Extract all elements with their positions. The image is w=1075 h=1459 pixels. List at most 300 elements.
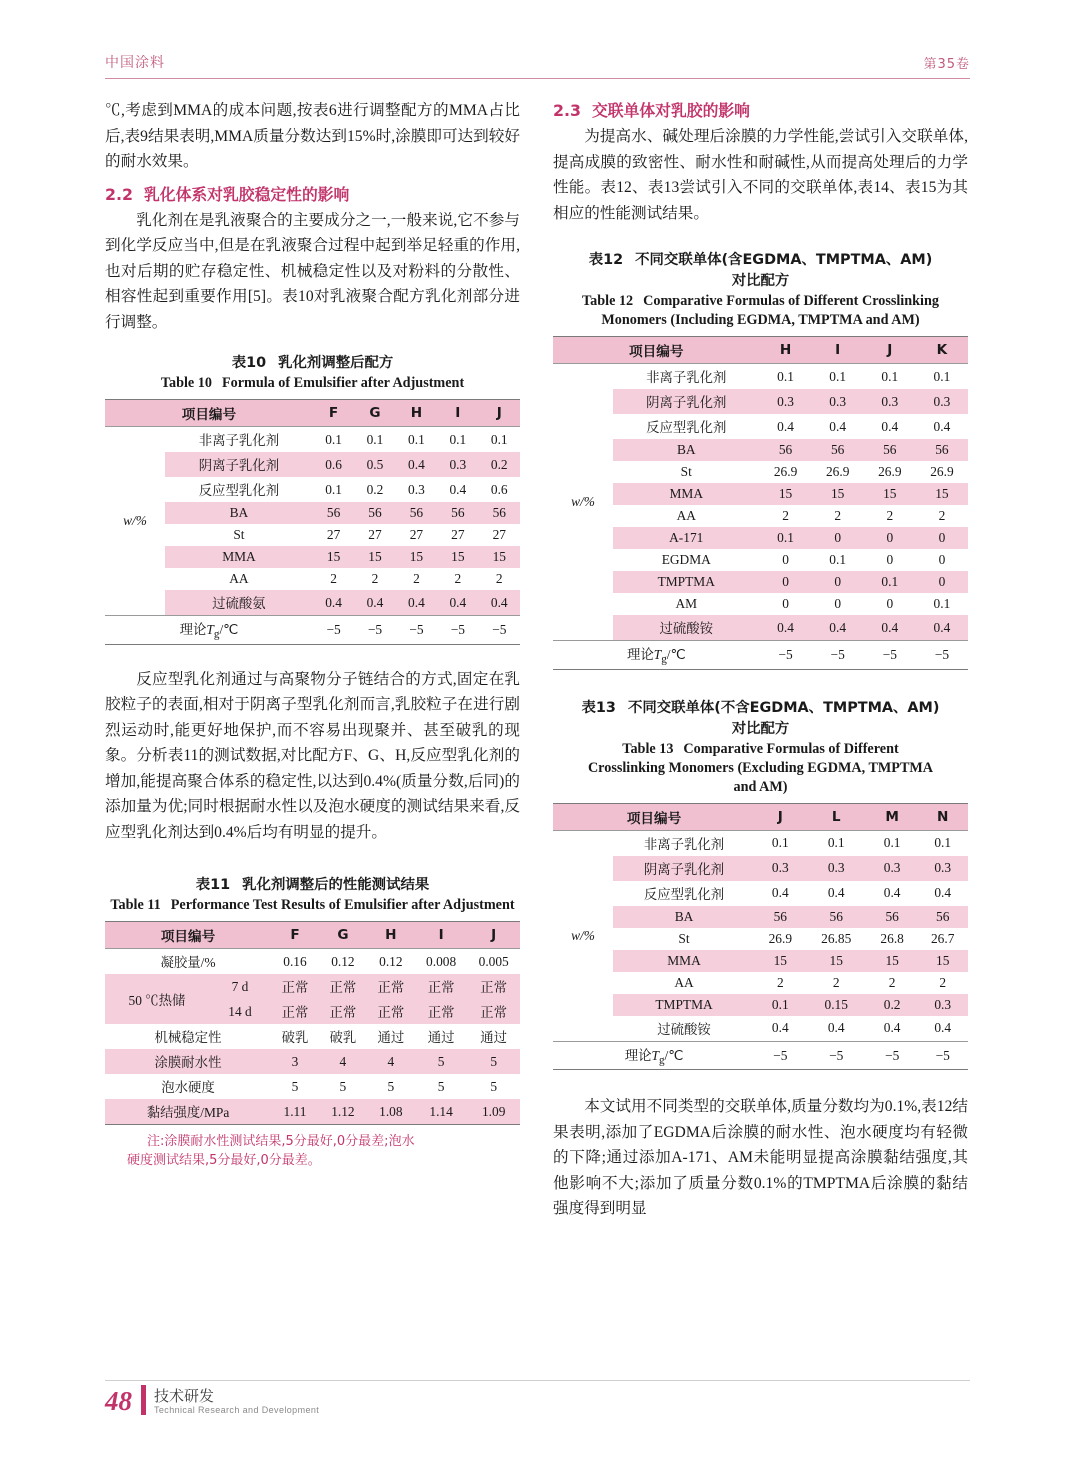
row-label: BA [165, 502, 313, 524]
row-label: 过硫酸氨 [165, 590, 313, 616]
row-label: 非离子乳化剂 [613, 364, 759, 390]
cell: 1.11 [271, 1099, 319, 1125]
table10-label-cn: 表10 [231, 355, 267, 371]
cell: 0 [759, 549, 811, 571]
row-sublabel: 7 d [209, 974, 271, 999]
cell: 0 [759, 593, 811, 615]
footer-bar [141, 1385, 146, 1415]
col-header-g: G [319, 922, 367, 949]
cell: −5 [755, 1041, 806, 1070]
section-number: 2.3 [553, 101, 581, 120]
cell: 0.4 [812, 414, 864, 439]
table-row [553, 950, 968, 972]
table-row [105, 1099, 520, 1125]
cell: 15 [806, 950, 867, 972]
col-header-n: N [917, 803, 968, 830]
cell: 0.3 [755, 856, 806, 881]
cell: 0 [916, 571, 968, 593]
col-header-h: H [759, 337, 811, 364]
row-label: 阴离子乳化剂 [165, 452, 313, 477]
cell: 0.2 [867, 994, 918, 1016]
left-column [105, 98, 520, 1170]
cell: 1.12 [319, 1099, 367, 1125]
footer-section-cn: 技术研发 [154, 1387, 215, 1405]
table-row [553, 830, 968, 856]
row-label: TMPTMA [613, 571, 759, 593]
table-row [105, 568, 520, 590]
table-row [553, 549, 968, 571]
cell: 0.4 [806, 881, 867, 906]
table-row [553, 439, 968, 461]
cell: 56 [759, 439, 811, 461]
cell: −5 [916, 641, 968, 670]
cell: 正常 [271, 974, 319, 999]
row-label: MMA [613, 950, 755, 972]
cell: 2 [864, 505, 916, 527]
cell: 0.1 [916, 364, 968, 390]
section-heading-2-2 [105, 182, 520, 205]
page-footer [105, 1385, 319, 1415]
cell: 56 [812, 439, 864, 461]
cell: 0.4 [354, 590, 395, 616]
row-label: AA [613, 972, 755, 994]
table-row [105, 452, 520, 477]
table-row [105, 949, 520, 975]
cell: 2 [867, 972, 918, 994]
cell: 5 [415, 1049, 468, 1074]
cell: 26.9 [755, 928, 806, 950]
unit-cell: w/% [553, 830, 613, 1041]
cell: 5 [467, 1049, 520, 1074]
cell: 26.8 [867, 928, 918, 950]
row-label: 非离子乳化剂 [613, 830, 755, 856]
cell: 27 [396, 524, 437, 546]
table-row [553, 527, 968, 549]
row-label: 机械稳定性 [105, 1024, 271, 1049]
table-row [105, 1024, 520, 1049]
row-label: 反应型乳化剂 [613, 881, 755, 906]
table-row [553, 641, 968, 670]
table-row [553, 856, 968, 881]
table-row [105, 590, 520, 616]
table10-title-cn: 乳化剂调整后配方 [278, 355, 394, 371]
col-header-h: H [367, 922, 415, 949]
cell: 0.2 [479, 452, 520, 477]
cell: 0.3 [864, 389, 916, 414]
cell: 1.09 [467, 1099, 520, 1125]
cell: 0.16 [271, 949, 319, 975]
right-column [553, 98, 968, 1222]
row-label: 黏结强度/MPa [105, 1099, 271, 1125]
row-label: A-171 [613, 527, 759, 549]
cell: 0.3 [806, 856, 867, 881]
cell: 2 [479, 568, 520, 590]
cell: 0 [916, 527, 968, 549]
table12-caption-en [553, 292, 968, 330]
row-label: BA [613, 906, 755, 928]
cell: 2 [354, 568, 395, 590]
cell: 0.4 [867, 881, 918, 906]
table-row [553, 571, 968, 593]
table-row [553, 994, 968, 1016]
header-rule [105, 78, 970, 79]
left-para-1: ℃,考虑到MMA的成本问题,按表6进行调整配方的MMA占比后,表9结果表明,MMA质量分数达到15%时,涂膜即可达到较好的耐水效果。 [105, 102, 520, 170]
cell: 0.1 [759, 527, 811, 549]
col-header-h: H [396, 400, 437, 427]
cell: 0.4 [867, 1016, 918, 1042]
table-row [553, 1016, 968, 1042]
cell: 0.4 [396, 590, 437, 616]
table-row [553, 803, 968, 830]
table-row [105, 974, 520, 999]
row-label: MMA [165, 546, 313, 568]
cell: 0.1 [812, 364, 864, 390]
cell: 2 [759, 505, 811, 527]
table11-label-cn: 表11 [195, 877, 231, 894]
table12-caption-cn [553, 248, 968, 290]
table11-title-en: Performance Test Results of Emulsifier after Adjustment [170, 897, 515, 914]
cell: 通过 [467, 1024, 520, 1049]
section-number: 2.2 [105, 184, 133, 204]
table13-label-en: Table 13 [622, 740, 674, 757]
cell: 0.3 [437, 452, 478, 477]
table-row [553, 461, 968, 483]
cell: 0.008 [415, 949, 468, 975]
row-label: AA [165, 568, 313, 590]
footer-section-en: Technical Research and Development [154, 1405, 320, 1415]
cell: 0.1 [755, 830, 806, 856]
row-label: 反应型乳化剂 [613, 414, 759, 439]
col-header-item: 项目编号 [553, 337, 759, 364]
row-label: 阴离子乳化剂 [613, 856, 755, 881]
cell: −5 [917, 1041, 968, 1070]
cell: 0.4 [755, 1016, 806, 1042]
cell: 0.1 [864, 364, 916, 390]
cell: 2 [806, 972, 867, 994]
cell: 0.1 [916, 593, 968, 615]
cell: 15 [867, 950, 918, 972]
cell: 2 [313, 568, 354, 590]
cell: 0.1 [864, 571, 916, 593]
cell: 0.5 [354, 452, 395, 477]
cell: 15 [396, 546, 437, 568]
table-row [553, 928, 968, 950]
table-row [553, 1041, 968, 1070]
cell: 0.4 [479, 590, 520, 616]
col-header-item: 项目编号 [105, 400, 313, 427]
cell: 正常 [415, 999, 468, 1024]
table12-title-en-2: Monomers (Including EGDMA, TMPTMA and AM) [601, 312, 920, 328]
cell: 0 [864, 549, 916, 571]
cell: 正常 [271, 999, 319, 1024]
table-row [105, 477, 520, 502]
cell: 2 [437, 568, 478, 590]
page-header [105, 52, 970, 72]
cell: 2 [396, 568, 437, 590]
cell: 26.9 [759, 461, 811, 483]
table12-title-cn-2: 对比配方 [731, 273, 790, 289]
cell: 1.08 [367, 1099, 415, 1125]
cell: 正常 [415, 974, 468, 999]
row-label: 阴离子乳化剂 [613, 389, 759, 414]
table-row [105, 1074, 520, 1099]
col-header-i: I [812, 337, 864, 364]
cell: 0.3 [917, 856, 968, 881]
cell: 0.1 [755, 994, 806, 1016]
cell: 0.6 [479, 477, 520, 502]
table-row [553, 505, 968, 527]
cell: −5 [759, 641, 811, 670]
cell: 1.14 [415, 1099, 468, 1125]
cell: −5 [313, 616, 354, 645]
cell: 56 [354, 502, 395, 524]
col-header-f: F [313, 400, 354, 427]
cell: 通过 [415, 1024, 468, 1049]
cell: 2 [916, 505, 968, 527]
cell: 正常 [319, 974, 367, 999]
cell: 0 [812, 527, 864, 549]
table-row [105, 502, 520, 524]
cell: −5 [396, 616, 437, 645]
table-row [105, 546, 520, 568]
table13-title-en-2: Crosslinking Monomers (Excluding EGDMA, TMPTMA [587, 759, 934, 776]
cell: 4 [367, 1049, 415, 1074]
cell: 2 [812, 505, 864, 527]
cell: 0 [812, 571, 864, 593]
table-row [105, 427, 520, 453]
cell: 0.1 [313, 427, 354, 453]
row-label: EGDMA [613, 549, 759, 571]
table12-title-cn: 不同交联单体(含EGDMA、TMPTMA、AM) [635, 252, 933, 268]
row-label: 凝胶量/% [105, 949, 271, 975]
col-header-item: 项目编号 [553, 803, 755, 830]
cell: 27 [354, 524, 395, 546]
cell: 5 [467, 1074, 520, 1099]
table13-caption-en [553, 740, 968, 797]
cell: 0.3 [396, 477, 437, 502]
cell: −5 [867, 1041, 918, 1070]
cell: 0.4 [916, 414, 968, 439]
table12-label-cn: 表12 [588, 252, 624, 268]
col-header-k: K [916, 337, 968, 364]
cell: 0.1 [479, 427, 520, 453]
cell: 正常 [467, 999, 520, 1024]
cell: 0.1 [313, 477, 354, 502]
cell: 正常 [319, 999, 367, 1024]
cell: 0.4 [759, 615, 811, 641]
col-header-f: F [271, 922, 319, 949]
cell: 15 [864, 483, 916, 505]
cell: 0.12 [367, 949, 415, 975]
cell: 3 [271, 1049, 319, 1074]
table13-caption-cn [553, 696, 968, 738]
row-label: St [165, 524, 313, 546]
cell: −5 [437, 616, 478, 645]
col-header-l: L [806, 803, 867, 830]
cell: 56 [755, 906, 806, 928]
row-label: 泡水硬度 [105, 1074, 271, 1099]
table-10 [105, 399, 520, 645]
table-row [553, 337, 968, 364]
section-heading-2-3 [553, 98, 968, 121]
cell: 15 [812, 483, 864, 505]
cell: 0.4 [917, 881, 968, 906]
table13-title-cn: 不同交联单体(不含EGDMA、TMPTMA、AM) [627, 699, 940, 716]
table11-label-en: Table 11 [110, 897, 161, 914]
cell: 0.4 [812, 615, 864, 641]
cell: 56 [313, 502, 354, 524]
left-para-3: 反应型乳化剂通过与高聚物分子链结合的方式,固定在乳胶粒子的表面,相对于阴离子型乳化剂而言,乳胶粒子在进行剧烈运动时,能更好地保护,而不容易出现聚并、甚至破乳的现象。分析表11的测试数据,对比配方F、G、H,反应型乳化剂的增加,能提高聚合体系的稳定性,以达到0.4%(质量分数,后同)的添加量为优;同时根据耐水性以及泡水硬度的测试结果来看,反应型乳化剂达到0.4%后均有明显的提升。 [105, 670, 520, 841]
col-header-m: M [867, 803, 918, 830]
cell: −5 [812, 641, 864, 670]
note-line-2: 硬度测试结果,5分最好,0分最差。 [127, 1153, 321, 1169]
table-row [553, 906, 968, 928]
table13-title-cn-2: 对比配方 [731, 720, 790, 737]
table-row [105, 922, 520, 949]
cell: 2 [755, 972, 806, 994]
cell: 0.3 [867, 856, 918, 881]
cell: 0.4 [864, 615, 916, 641]
cell: 56 [864, 439, 916, 461]
cell: 4 [319, 1049, 367, 1074]
cell: 0 [759, 571, 811, 593]
cell: 0 [916, 549, 968, 571]
cell: 5 [367, 1074, 415, 1099]
row-label-tg: 理论$T_g/℃$ [553, 641, 759, 670]
cell: 15 [479, 546, 520, 568]
row-label: St [613, 928, 755, 950]
cell: 56 [806, 906, 867, 928]
table10-caption-en [105, 374, 520, 393]
table-row [553, 972, 968, 994]
footer-rule [105, 1380, 970, 1381]
cell: 0.1 [437, 427, 478, 453]
cell: 56 [916, 439, 968, 461]
row-label: MMA [613, 483, 759, 505]
col-header-g: G [354, 400, 395, 427]
cell: 26.9 [812, 461, 864, 483]
cell: 5 [271, 1074, 319, 1099]
cell: 0.15 [806, 994, 867, 1016]
unit-cell: w/% [105, 427, 165, 616]
cell: 0.4 [755, 881, 806, 906]
table11-caption-en [105, 896, 520, 915]
unit-cell: w/% [553, 364, 613, 641]
cell: 56 [396, 502, 437, 524]
note-line-1: 注:涂膜耐水性测试结果,5分最好,0分最差;泡水 [147, 1134, 415, 1150]
row-label: AA [613, 505, 759, 527]
row-label-tg: 理论$T_g/℃$ [553, 1041, 755, 1070]
row-label: 反应型乳化剂 [165, 477, 313, 502]
table10-label-en: Table 10 [160, 375, 212, 391]
table12-label-en: Table 12 [582, 293, 634, 309]
row-label: 过硫酸铵 [613, 1016, 755, 1042]
cell: 0.1 [917, 830, 968, 856]
row-label: St [613, 461, 759, 483]
row-sublabel: 14 d [209, 999, 271, 1024]
table-row [105, 1049, 520, 1074]
cell: 56 [479, 502, 520, 524]
cell: 0.4 [396, 452, 437, 477]
table-row [553, 483, 968, 505]
cell: 0.1 [806, 830, 867, 856]
cell: 15 [917, 950, 968, 972]
row-label-tg: 理论$T_g/℃$ [105, 616, 313, 645]
cell: −5 [864, 641, 916, 670]
cell: 0.4 [916, 615, 968, 641]
cell: 0.3 [812, 389, 864, 414]
col-header-j: J [467, 922, 520, 949]
col-header-j: J [755, 803, 806, 830]
cell: 0.6 [313, 452, 354, 477]
col-header-j: J [479, 400, 520, 427]
cell: 正常 [367, 974, 415, 999]
cell: 0.4 [437, 590, 478, 616]
cell: 0.1 [354, 427, 395, 453]
cell: 15 [437, 546, 478, 568]
cell: 0 [864, 593, 916, 615]
row-label: 过硫酸铵 [613, 615, 759, 641]
row-label: 非离子乳化剂 [165, 427, 313, 453]
cell: −5 [806, 1041, 867, 1070]
table-12 [553, 336, 968, 670]
right-para-2: 本文试用不同类型的交联单体,质量分数均为0.1%,表12结果表明,添加了EGDMA后涂膜的耐水性、泡水硬度均有轻微的下降;通过添加A-171、AM未能明显提高涂膜黏结强度,其他影响不大;添加了质量分数0.1%的TMPTMA后涂膜的黏结强度得到明显 [553, 1098, 968, 1218]
cell: 破乳 [319, 1024, 367, 1049]
section-title: 乳化体系对乳胶稳定性的影响 [143, 184, 350, 204]
cell: 0.4 [313, 590, 354, 616]
table10-title-en: Formula of Emulsifier after Adjustment [221, 375, 465, 391]
cell: 5 [415, 1074, 468, 1099]
table13-label-cn: 表13 [581, 699, 616, 716]
cell: 0.1 [759, 364, 811, 390]
cell: 0.4 [864, 414, 916, 439]
table-row [105, 400, 520, 427]
cell: 0.1 [867, 830, 918, 856]
table-row [105, 524, 520, 546]
cell: 15 [354, 546, 395, 568]
table10-caption-cn [105, 351, 520, 372]
cell: 正常 [467, 974, 520, 999]
cell: 通过 [367, 1024, 415, 1049]
cell: 26.9 [916, 461, 968, 483]
cell: 5 [319, 1074, 367, 1099]
table-row [553, 364, 968, 390]
cell: 0.2 [354, 477, 395, 502]
row-label-heat-storage: 50 ℃热储 [105, 974, 209, 1024]
cell: 0.3 [917, 994, 968, 1016]
table-row [553, 593, 968, 615]
cell: 56 [867, 906, 918, 928]
cell: 15 [759, 483, 811, 505]
table-row [553, 414, 968, 439]
cell: 27 [313, 524, 354, 546]
cell: 27 [479, 524, 520, 546]
cell: 26.9 [864, 461, 916, 483]
table-row [553, 615, 968, 641]
table13-title-en-3: and AM) [733, 778, 788, 795]
row-label: BA [613, 439, 759, 461]
cell: 0.1 [396, 427, 437, 453]
row-label: 涂膜耐水性 [105, 1049, 271, 1074]
cell: 0.4 [806, 1016, 867, 1042]
col-header-i: I [415, 922, 468, 949]
cell: 56 [437, 502, 478, 524]
cell: 0.3 [916, 389, 968, 414]
table-row [105, 616, 520, 645]
cell: 15 [755, 950, 806, 972]
cell: −5 [354, 616, 395, 645]
table-row [553, 881, 968, 906]
